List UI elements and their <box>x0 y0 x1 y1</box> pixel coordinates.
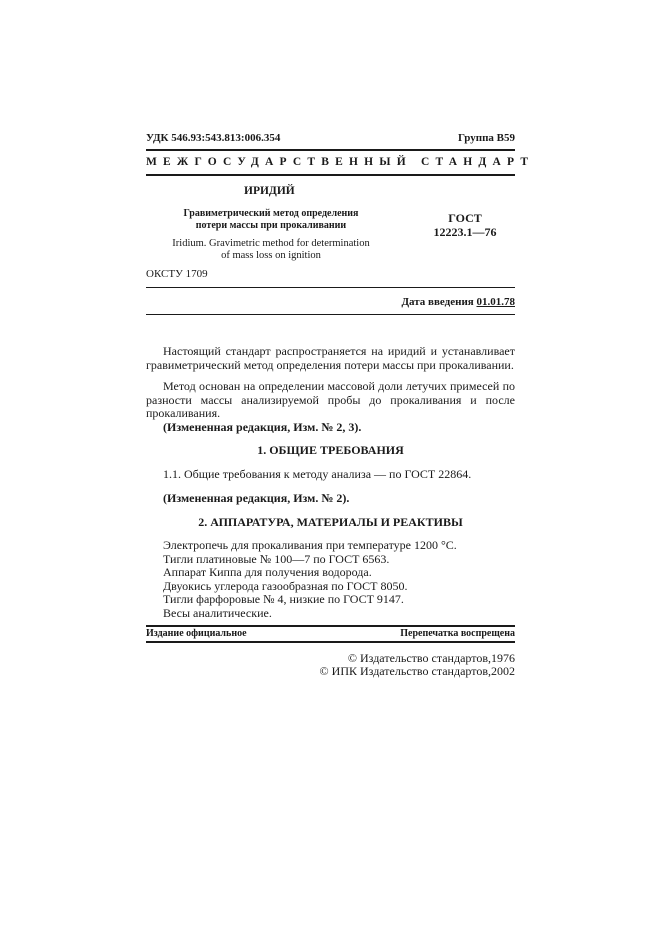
section-2-title: 2. АППАРАТУРА, МАТЕРИАЛЫ И РЕАКТИВЫ <box>198 515 463 529</box>
interstate-standard-heading: МЕЖГОСУДАРСТВЕННЫЙ СТАНДАРТ <box>146 156 535 168</box>
subtitle-en-line-2: of mass loss on ignition <box>221 250 321 261</box>
official-edition-label: Издание официальное <box>146 628 247 639</box>
document-title: ИРИДИЙ <box>244 185 295 197</box>
introduction-date-value: 01.01.78 <box>476 296 515 308</box>
equipment-item: Весы аналитические. <box>163 605 272 620</box>
introduction-date <box>401 296 515 308</box>
date-rule <box>146 314 515 315</box>
okstu-rule <box>146 287 515 288</box>
equipment-item: Тигли фарфоровые № 4, низкие по ГОСТ 9147. <box>163 592 404 606</box>
section-1-item: 1.1. Общие требования к методу анализа — по ГОСТ 22864. <box>163 467 472 481</box>
revision-note-2: (Измененная редакция, Изм. № 2). <box>163 491 350 505</box>
paragraph-scope: Настоящий стандарт распространяется на иридий и устанавливает гравиметрический метод определения потери массы при прокаливании. <box>146 344 515 372</box>
introduction-date-label: Дата введения <box>401 296 474 308</box>
subtitle-en-line-1: Iridium. Gravimetric method for determination <box>172 238 370 249</box>
copyright-1976: © Издательство стандартов,1976 <box>347 651 515 665</box>
okstu-code: ОКСТУ 1709 <box>146 268 208 280</box>
subtitle-ru-line-1: Гравиметрический метод определения <box>183 208 359 219</box>
equipment-item: Электропечь для прокаливания при температуре 1200 °С. <box>163 538 457 552</box>
footer-bottom-rule <box>146 641 515 643</box>
subtitle-ru-line-2: потери массы при прокаливании <box>195 220 347 231</box>
group-code: Группа В59 <box>457 132 515 144</box>
equipment-item: Двуокись углерода газообразная по ГОСТ 8050. <box>163 578 408 593</box>
equipment-item: Аппарат Киппа для получения водорода. <box>163 565 372 579</box>
copyright-2002: © ИПК Издательство стандартов,2002 <box>319 664 515 678</box>
revision-note-1: (Измененная редакция, Изм. № 2, 3). <box>163 420 362 434</box>
udk-code: УДК 546.93:543.813:006.354 <box>146 132 281 144</box>
section-1-title: 1. ОБЩИЕ ТРЕБОВАНИЯ <box>257 443 404 457</box>
reprint-prohibited-label: Перепечатка воспрещена <box>400 628 515 639</box>
footer-rule <box>146 625 515 627</box>
gost-number: 12223.1—76 <box>433 225 497 239</box>
paragraph-method: Метод основан на определении массовой доли летучих примесей по разности массы анализируемой пробы до прокаливания и после прокаливания. <box>146 379 515 420</box>
gost-label: ГОСТ <box>448 211 482 225</box>
equipment-item: Тигли платиновые № 100—7 по ГОСТ 6563. <box>163 551 390 566</box>
header-rule <box>146 149 515 151</box>
heading-rule <box>146 174 515 176</box>
